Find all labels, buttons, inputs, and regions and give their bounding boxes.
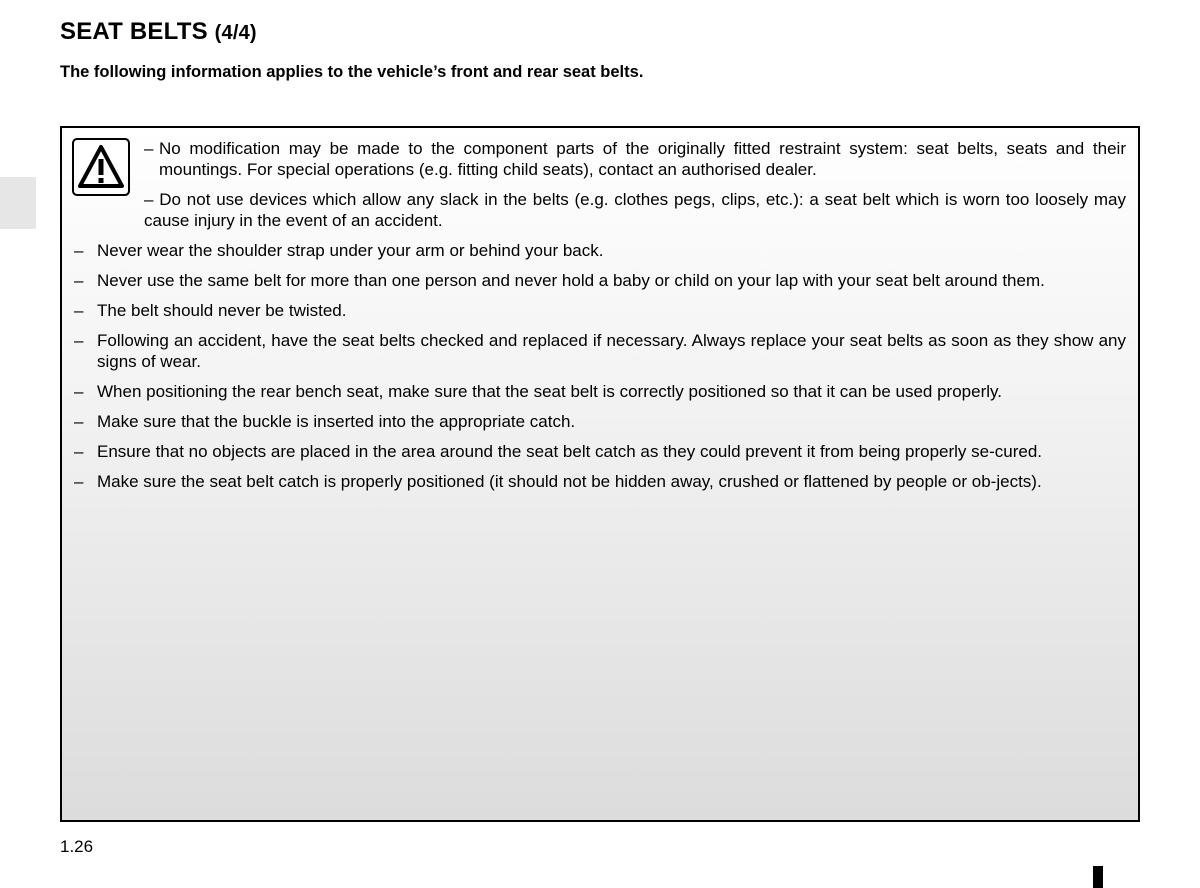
intro-text: The following information applies to the vehicle’s front and rear seat belts. — [60, 63, 644, 81]
page-number: 1.26 — [60, 837, 94, 856]
dash-marker: – — [74, 382, 84, 401]
list-item-text: Never wear the shoulder strap under your arm or behind your back. — [97, 241, 604, 260]
list-item-text: The belt should never be twisted. — [97, 301, 347, 320]
dash-marker: – — [74, 412, 84, 431]
warning-list — [74, 240, 1126, 501]
warning-box — [60, 126, 1140, 822]
warning-intro-text: Do not use devices which allow any slack in the belts (e.g. clothes pegs, clips, etc.): a seat belt which is worn too loosely may cause injury in the event of an accident. — [144, 190, 1126, 230]
list-item — [74, 300, 1126, 321]
list-item-text: Following an accident, have the seat belts checked and replaced if necessary. Always replace your seat belts as soon as they show any signs of wear. — [97, 331, 1126, 371]
dash-marker: – — [74, 331, 84, 350]
warning-intro-item — [144, 138, 1126, 180]
dash-marker: – — [74, 241, 84, 260]
dash-marker: – — [74, 271, 84, 290]
warning-intro-item — [144, 189, 1126, 231]
list-item — [74, 441, 1126, 462]
page-corner-marker — [1093, 866, 1103, 888]
dash-marker: – — [74, 472, 84, 491]
warning-intro-items — [144, 138, 1126, 240]
list-item — [74, 471, 1126, 492]
dash-marker: – — [144, 190, 154, 209]
side-tab-marker — [0, 177, 36, 229]
list-item-text: Make sure that the buckle is inserted into the appropriate catch. — [97, 412, 576, 431]
list-item — [74, 411, 1126, 432]
warning-intro-text: No modification may be made to the component parts of the originally fitted restraint system: seat belts, seats and their mountings. For special operations (e.g. fitting child seats), contact an authorised dealer. — [159, 139, 1126, 179]
dash-marker: – — [74, 442, 84, 461]
dash-marker: – — [144, 139, 154, 158]
list-item-text: When positioning the rear bench seat, make sure that the seat belt is correctly positioned so that it can be used properly. — [97, 382, 1002, 401]
list-item-text: Never use the same belt for more than one person and never hold a baby or child on your lap with your seat belt around them. — [97, 271, 1045, 290]
list-item — [74, 270, 1126, 291]
list-item — [74, 381, 1126, 402]
page-title-text: SEAT BELTS — [60, 18, 208, 45]
page-title-suffix: (4/4) — [214, 22, 257, 44]
list-item — [74, 330, 1126, 372]
list-item-text: Make sure the seat belt catch is properly positioned (it should not be hidden away, crushed or flattened by people or ob-jects). — [97, 472, 1042, 491]
dash-marker: – — [74, 301, 84, 320]
list-item — [74, 240, 1126, 261]
page-title — [60, 18, 257, 46]
list-item-text: Ensure that no objects are placed in the area around the seat belt catch as they could prevent it from being properly se-cured. — [97, 442, 1043, 461]
warning-triangle-icon — [72, 138, 130, 196]
